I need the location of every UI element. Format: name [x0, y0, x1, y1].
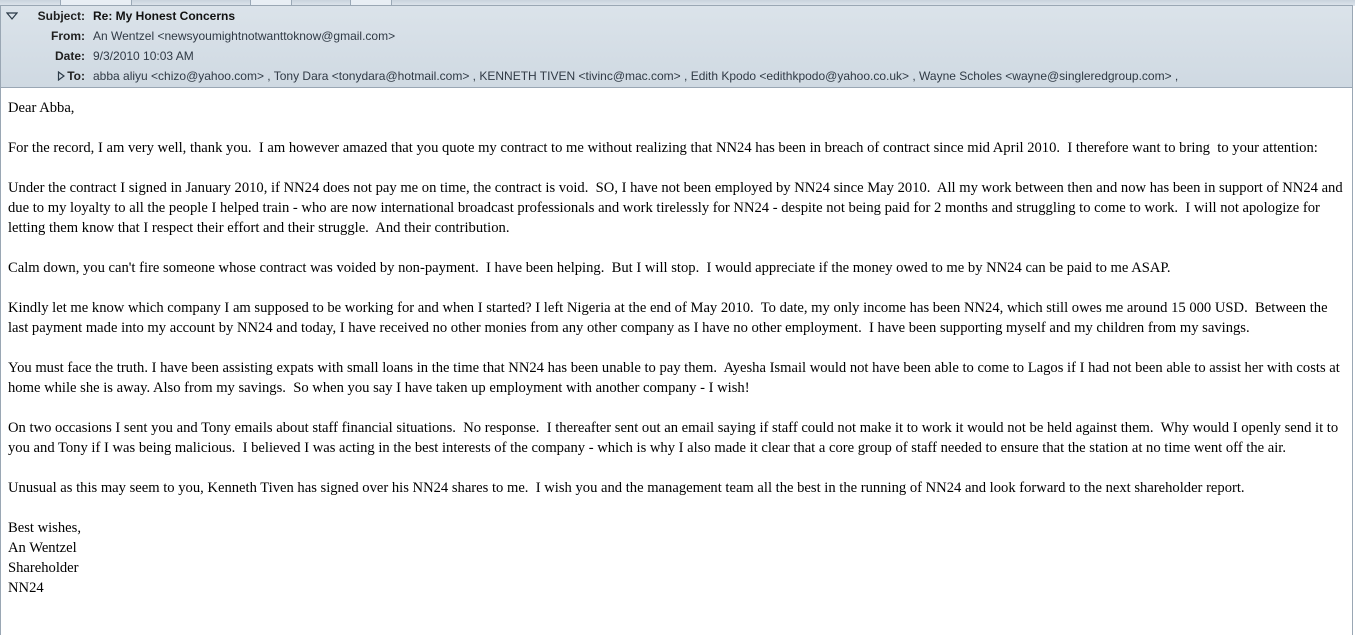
subject-row — [1, 8, 1351, 24]
subject-value: Re: My Honest Concerns — [93, 9, 236, 23]
date-value: 9/3/2010 10:03 AM — [93, 49, 194, 63]
signoff: Best wishes, — [8, 520, 81, 536]
from-value[interactable]: An Wentzel <newsyoumightnotwanttoknow@gmail.com> — [93, 29, 396, 43]
from-row — [1, 28, 1351, 44]
from-label: From: — [51, 29, 85, 43]
signature-title: Shareholder — [8, 560, 79, 576]
greeting: Dear Abba, — [8, 100, 75, 116]
paragraph-7: Unusual as this may seem to you, Kenneth Tiven has signed over his NN24 shares to me. I wish you and the management team all the best in the running of NN24 and look forward to the next shareholder report. — [8, 480, 1245, 496]
paragraph-2: Under the contract I signed in January 2010, if NN24 does not pay me on time, the contract is void. SO, I have not been employed by NN24 since May 2010. All my work between then and now has been in support of NN24 and due to my loyalty to all the people I helped train - who are now international broadcast professionals and work tirelessly for NN24 - despite not being paid for 2 months and struggling to come to work. I will not apologize for letting them know that I respect their effort and their struggle. And their contribution. — [8, 180, 1347, 236]
paragraph-6: On two occasions I sent you and Tony emails about staff financial situations. No response. I thereafter sent out an email saying if staff could not make it to work it would not be held against them. Why would I openly send it to you and Tony if I was being malicious. I believed I was acting in the best interests of the company - which is why I also made it clear that a core group of staff needed to ensure that the station at no time went off the air. — [8, 420, 1342, 456]
subject-label: Subject: — [37, 9, 85, 23]
date-label: Date: — [54, 49, 85, 63]
paragraph-1: For the record, I am very well, thank you. I am however amazed that you quote my contract to me without realizing that NN24 has been in breach of contract since mid April 2010. I therefore want to bring to your attention: — [8, 140, 1318, 156]
to-row — [1, 68, 1351, 84]
to-value[interactable]: abba aliyu <chizo@yahoo.com> , Tony Dara <tonydara@hotmail.com> , KENNETH TIVEN <tivinc@mac.com> , Edith Kpodo <edithkpodo@yahoo.co.uk> , Wayne Scholes <wayne@singleredgroup.com> , — [93, 69, 1179, 83]
message-header — [0, 5, 1353, 88]
message-body — [0, 88, 1353, 635]
to-label: To: — [67, 69, 85, 83]
signature-name: An Wentzel — [8, 540, 77, 556]
signature-company: NN24 — [8, 580, 44, 596]
message-text — [8, 98, 1348, 598]
paragraph-5: You must face the truth. I have been assisting expats with small loans in the time that NN24 has been unable to pay them. Ayesha Ismail would not have been able to come to Lagos if I had not been able to assist her with costs at home while she is away. Also from my savings. So when you say I have taken up employment with another company - I wish! — [8, 360, 1344, 396]
paragraph-3: Calm down, you can't fire someone whose contract was voided by non-payment. I have been helping. But I will stop. I would appreciate if the money owed to me by NN24 can be paid to me ASAP. — [8, 260, 1171, 276]
date-row — [1, 48, 1351, 64]
paragraph-4: Kindly let me know which company I am supposed to be working for and when I started? I left Nigeria at the end of May 2010. To date, my only income has been NN24, which still owes me around 15 000 USD. Between the last payment made into my account by NN24 and today, I have received no other monies from any other company as I have no other employment. I have been supporting myself and my children from my savings. — [8, 300, 1332, 336]
